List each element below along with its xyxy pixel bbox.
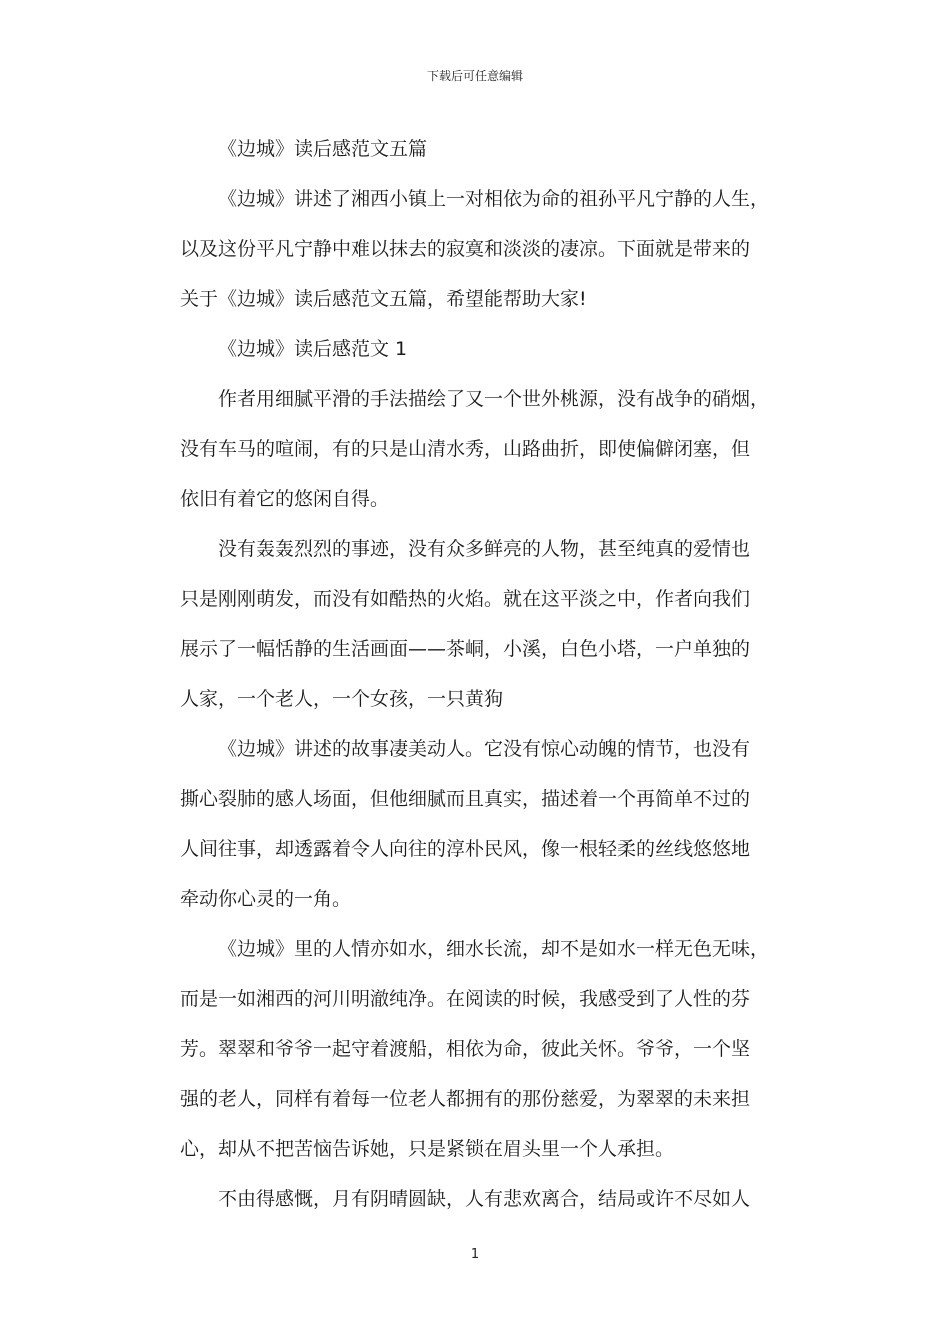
text-line: 而是一如湘西的河川明澈纯净。在阅读的时候，我感受到了人性的芬 [180, 988, 751, 1010]
document-body [180, 124, 776, 1224]
text-line: 强的老人，同样有着每一位老人都拥有的那份慈爱，为翠翠的未来担 [180, 1088, 751, 1110]
text-line: 芳。翠翠和爷爷一起守着渡船，相依为命，彼此关怀。爷爷，一个坚 [180, 1038, 751, 1060]
text-line: 牵动你心灵的一角。 [180, 888, 352, 910]
text-line: 心，却从不把苦恼告诉她，只是紧锁在眉头里一个人承担。 [180, 1138, 675, 1160]
text-line: 关于《边城》读后感范文五篇，希望能帮助大家! [180, 288, 587, 310]
text-line: 没有车马的喧闹，有的只是山清水秀，山路曲折，即使偏僻闭塞，但 [180, 438, 751, 460]
text-line: 人家，一个老人，一个女孩，一只黄狗 [180, 688, 504, 710]
text-line: 依旧有着它的悠闲自得。 [180, 488, 390, 510]
text-line: 撕心裂肺的感人场面，但他细腻而且真实，描述着一个再简单不过的 [180, 788, 751, 810]
page-header: 下载后可任意编辑 [426, 69, 523, 83]
text-line: 没有轰轰烈烈的事迹，没有众多鲜亮的人物，甚至纯真的爱情也 [218, 538, 751, 560]
text-line: 《边城》里的人情亦如水，细水长流，却不是如水一样无色无味， [218, 938, 770, 960]
text-line: 《边城》讲述了湘西小镇上一对相依为命的祖孙平凡宁静的人生， [218, 188, 770, 210]
page-number: 1 [470, 1247, 480, 1262]
text-line: 《边城》讲述的故事凄美动人。它没有惊心动魄的情节，也没有 [218, 738, 751, 760]
text-line: 只是刚刚萌发，而没有如酷热的火焰。就在这平淡之中，作者向我们 [180, 588, 751, 610]
text-line: 《边城》读后感范文五篇 [218, 138, 428, 160]
text-line: 作者用细腻平滑的手法描绘了又一个世外桃源，没有战争的硝烟， [218, 388, 770, 410]
text-line: 《边城》读后感范文 1 [218, 338, 408, 360]
text-line: 以及这份平凡宁静中难以抹去的寂寞和淡淡的凄凉。下面就是带来的 [180, 238, 751, 260]
text-line: 不由得感慨，月有阴晴圆缺，人有悲欢离合，结局或许不尽如人 [218, 1188, 751, 1210]
text-line: 展示了一幅恬静的生活画面——茶峒，小溪，白色小塔，一户单独的 [180, 638, 751, 660]
text-line: 人间往事，却透露着令人向往的淳朴民风，像一根轻柔的丝线悠悠地 [180, 838, 751, 860]
